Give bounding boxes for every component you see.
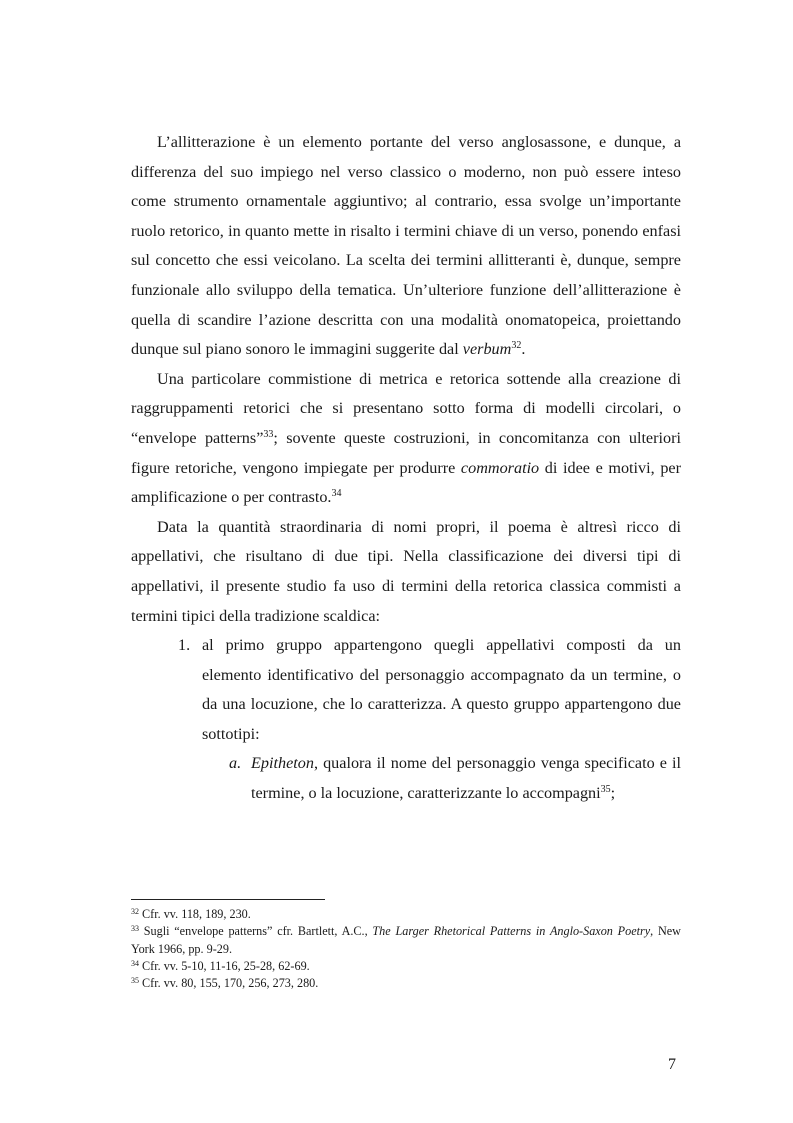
italic-commoratio: commoratio — [460, 458, 540, 477]
footnote-33: $^{33}$ Sugli “envelope patterns” cfr. Bartlett, A.C., The Larger Rhetorical Patterns in Anglo-Saxon Poetry, New York 1966, pp. 9-29. — [131, 924, 681, 956]
list-item-1: 1. al primo gruppo appartengono quegli appellativi composti da un elemento identificativo del personaggio accompagnato da un termine, o da una locuzione, che lo caratterizza. A questo gruppo appartengono due sottotipi: — [202, 631, 681, 749]
footnotes — [131, 906, 681, 992]
list-number: 1. — [178, 636, 191, 655]
italic-epitheton: Epitheton — [251, 754, 314, 773]
list-item-1a: a. Epitheton, qualora il nome del personaggio venga specificato e il termine, o la locuzione, caratterizzante lo accompagni$^{35}$; — [251, 749, 681, 808]
list-letter: a. — [229, 754, 242, 773]
italic-book-title: The Larger Rhetorical Patterns in Anglo-Saxon Poetry — [372, 924, 651, 939]
footnote-35: $^{35}$ Cfr. vv. 80, 155, 170, 256, 273, 280. — [131, 976, 319, 991]
footnote-34: $^{34}$ Cfr. vv. 5-10, 11-16, 25-28, 62-69. — [131, 958, 310, 973]
footnote-32: $^{32}$ Cfr. vv. 118, 189, 230. — [131, 907, 251, 921]
paragraph-envelope-patterns: Una particolare commistione di metrica e retorica sottende alla creazione di raggruppamenti retorici che si presentano sotto forma di modelli circolari, o “envelope patterns”$^{33}$; sovente queste costruzioni, in concomitanza con ulteriori figure retoriche, vengono impiegate per produrre commoratio di idee e motivi, per amplificazione o per contrasto.$^{34}$ — [131, 369, 681, 507]
italic-verbum: verbum — [462, 340, 512, 359]
footnote-ref-33[interactable]: 33 — [263, 428, 274, 440]
appellative-list — [131, 631, 681, 809]
footnote-ref-32[interactable]: 32 — [511, 340, 522, 352]
paragraph-appellatives: Data la quantità straordinaria di nomi propri, il poema è altresì ricco di appellativi, che risultano di due tipi. Nella classificazione dei diversi tipi di appellativi, il presente studio fa uso di termini della retorica classica commisti a termini tipici della tradizione scaldica: — [131, 517, 681, 625]
footnote-separator — [131, 899, 325, 900]
page-number: 7 — [668, 1056, 676, 1073]
paragraph-alliteration: L’allitterazione è un elemento portante del verso anglosassone, e dunque, a differenza del suo impiego nel verso classico o moderno, non può essere inteso come strumento ornamentale aggiuntivo; al contrario, essa svolge un’importante ruolo retorico, in quanto mette in risalto i termini chiave di un verso, ponendo enfasi sul concetto che essi veicolano. La scelta dei termini allitteranti è, dunque, sempre funzionale allo sviluppo della tematica. Un’ulteriore funzione dell’allitterazione è quella di scandire l’azione descritta con una modalità onomatopeica, proiettando dunque sul piano sonoro le immagini suggerite dal verbum$^{32}$. — [131, 133, 681, 359]
footnote-ref-34[interactable]: 34 — [331, 488, 342, 500]
body-text — [131, 128, 681, 809]
footnote-ref-35[interactable]: 35 — [600, 784, 611, 796]
